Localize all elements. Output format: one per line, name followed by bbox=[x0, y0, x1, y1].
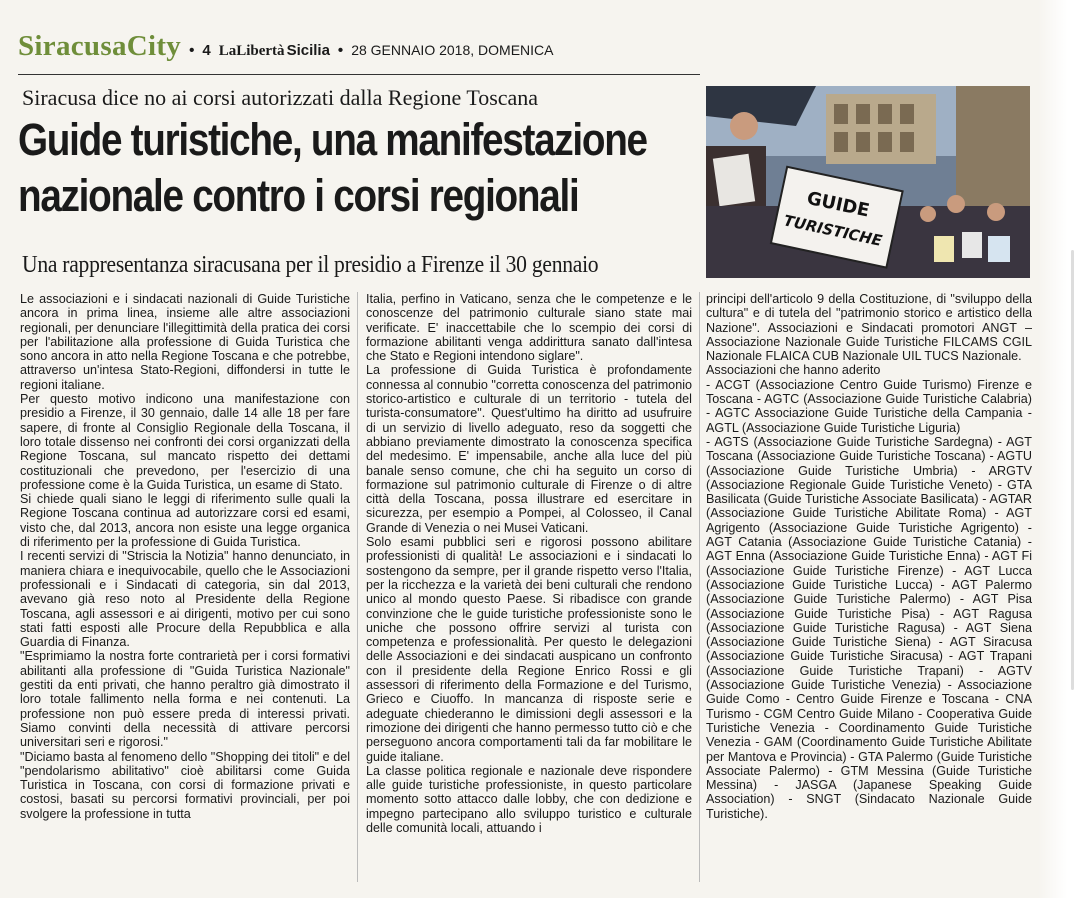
article-kicker: Siracusa dice no ai corsi autorizzati dalla Regione Toscana bbox=[22, 85, 539, 110]
article-headline bbox=[18, 112, 647, 224]
article-column-3 bbox=[706, 292, 1032, 821]
page-number: 4 bbox=[202, 42, 211, 59]
header-rule bbox=[18, 74, 700, 75]
header-separator-2: • bbox=[337, 42, 344, 59]
paragraph: La professione di Guida Turistica è profondamente connessa al connubio "corretta conoscenza del patrimonio storico-artistico e culturale di un territorio - tutela del turista-consumatore". Quest'ultimo ha diritto ad usufruire di un servizio di livello adeguato, reso da soggetti che abbiano previamente dimostrato la conoscenza specifica del medesimo. E' impensabile, anche alla luce del più banale senso comune, che chi ha seguito un corso di formazione sul patrimonio culturale di Firenze o di altre città della Toscana, possa illustrare ed esercitare in sicurezza, per esempio a Pompei, al Colosseo, il Canal Grande di Venezia o nei Musei Vaticani. bbox=[366, 363, 692, 535]
page-curl-line bbox=[1071, 250, 1074, 690]
article-column-2 bbox=[366, 292, 692, 835]
associations-list: - AGTS (Associazione Guide Turistiche Sardegna) - AGT Toscana (Associazione Guide Turistiche Toscana) - AGTU (Associazione Guide Turistiche Umbria) - ARGTV (Associazione Regionale Guide Turistiche Veneto) - GTA Basilicata (Guide Turistiche Associate Basilicata) - AGTAR (Associazione Guide Turistiche Abilitate Roma) - AGT Agrigento (Associazione Guide Turistiche Agrigento) - AGT Catania (Associazione Guide Turistiche Catania) - AGT Enna (Associazione Guide Turistiche Enna) - AGT Fi (Associazione Guide Turistiche Firenze) - AGT Lucca (Associazione Guide Turistiche Lucca) - AGT Palermo (Associazione Guide Turistiche Palermo) - AGT Pisa (Associazione Guide Turistiche Pisa) - AGT Ragusa (Associazione Guide Turistiche Ragusa) - AGT Siena (Associazione Guide Turistiche Siena) - AGT Siracusa (Associazione Guide Turistiche Siracusa) - AGT Trapani (Associazione Guide Turistiche Trapani) - AGTV (Associazione Guide Turistiche Venezia) - Associazione Guide Como - Centro Guide Firenze e Toscana - CNA Turismo - CGM Centro Guide Milano - Cooperativa Guide Turistiche Venezia - Coordinamento Guide Turistiche Venezia - GAM (Coordinamento Guide Turistiche Abilitate per Mantova e Provincia) - GTA Palermo (Guide Turistiche Associate Palermo) - GTM Messina (Guide Turistiche Messina) - JASGA (Japanese Speaking Guide Association) - SNGT (Sindacato Nazionale Guide Turistiche). bbox=[706, 434, 1032, 821]
column-divider-2 bbox=[699, 292, 700, 882]
paragraph: principi dell'articolo 9 della Costituzione, di "sviluppo della cultura" e di tutela del "patrimonio storico e artistico della Nazione". Associazioni e Sindacati promotori ANGT – Associazione Nazionale Guide Turistiche FILCAMS CGIL Nazionale FLAICA CUB Nazionale UIL TUCS Nazionale. bbox=[706, 292, 1032, 364]
paragraph: "Diciamo basta al fenomeno dello "Shopping dei titoli" e del "pendolarismo abilitativo" cioè abilitarsi come Guida Turistica in Toscana, con corsi di formazione privati e costosi, basati su percorsi formativi provinciali, per poi svolgere la professione in tutta bbox=[20, 749, 350, 821]
paragraph: Solo esami pubblici seri e rigorosi possono abilitare professionisti di qualità! Le associazioni e i sindacati lo sostengono da sempre, per il grande rispetto verso l'Italia, per la ricchezza e la varietà dei beni culturali che rendono unico al mondo questo Paese. Si ribadisce con grande convinzione che le guide turistiche professioniste sono le uniche che possono offrire servizi al turista con competenza e professionalità. Per questo le delegazioni delle Associazioni e dei sindacati auspicano un confronto con il presidente della Regione Enrico Rossi e gli assessori di riferimento della Formazione e del Turismo, Grieco e Ciuoffo. In mancanza di risposte serie e adeguate chiederanno le dimissioni degli assessori e la rimozione dei dirigenti che hanno permesso tutto ciò e che perseguono ancora comportamenti tali da far mobilitare le guide italiane. bbox=[366, 535, 692, 764]
paragraph: "Esprimiamo la nostra forte contrarietà per i corsi formativi abilitanti alla professione di "Guida Turistica Nazionale" gestiti da enti privati, che hanno peraltro già dimostrato il loro totale fallimento nella forma e nei contenuti. La professione non può essere preda di interessi privati. Siamo convinti della necessità di attivare percorsi universitari seri e rigorosi." bbox=[20, 649, 350, 750]
section-title: SiracusaCity bbox=[18, 30, 182, 62]
associations-list: - ACGT (Associazione Centro Guide Turismo) Firenze e Toscana - AGTC (Associazione Guide Turistiche Calabria) - AGTC Associazione Guide Turistiche della Campania - AGTL (Associazione Guide Turistiche Liguria) bbox=[706, 377, 1032, 435]
newspaper-logo: LaLibertà bbox=[218, 43, 285, 59]
paragraph: Le associazioni e i sindacati nazionali di Guide Turistiche ancora in prima linea, insieme alle altre associazioni regionali, per denunciare l'illegittimità della pratica dei corsi per l'abilitazione alla professione di Guida Turistica che sono ancora in atto nella Regione Toscana e che potrebbe, attraverso un'intesa Stato-Regioni, diffondersi in tutte le regioni italiane. bbox=[20, 292, 350, 392]
header-separator: • bbox=[189, 42, 195, 59]
paragraph: Si chiede quali siano le leggi di riferimento sulle quali la Regione Toscana continua ad autorizzare corsi ed esami, visto che, dal 2013, ancora non esiste una legge organica di riferimento per la professione di Guida Turistica. bbox=[20, 492, 350, 550]
paragraph: Per questo motivo indicono una manifestazione con presidio a Firenze, il 30 gennaio, dalle 14 alle 18 per fare sapere, di fronte al Consiglio Regionale della Toscana, il loro totale dissenso nei confronti dei corsi organizzati della Regione Toscana, sul mancato rispetto dei dettami costituzionali che prevedono, per l'esercizio di una professione come è la Guida Turistica, un esame di Stato. bbox=[20, 392, 350, 492]
page-header bbox=[18, 30, 553, 70]
paragraph: Italia, perfino in Vaticano, senza che le competenze e le conoscenze del patrimonio culturale siano state mai verificate. E' inaccettabile che lo scempio dei corsi di formazione abilitanti venga addirittura sanato dall'intesa che Stato e Regioni intendono siglare". bbox=[366, 292, 692, 364]
newspaper-logo-suffix: Sicilia bbox=[286, 42, 330, 59]
photo-sign-text-2: TURISTICHE bbox=[782, 211, 884, 250]
article-subhead: Una rappresentanza siracusana per il presidio a Firenze il 30 gennaio bbox=[22, 252, 599, 278]
paragraph: La classe politica regionale e nazionale deve rispondere alle guide turistiche professioniste, in questo particolare momento sotto attacco dalle lobby, che con dedizione e impegno partecipano allo sviluppo turistico e culturale delle comunità locali, attuando i bbox=[366, 763, 692, 835]
protest-photo bbox=[706, 86, 1030, 278]
protest-photo-graphic bbox=[706, 86, 1030, 278]
headline-line-1: Guide turistiche, una manifestazione bbox=[18, 114, 647, 165]
photo-sign-text-1: GUIDE bbox=[804, 187, 872, 222]
paragraph: I recenti servizi di "Striscia la Notizia" hanno denunciato, in maniera chiara e inequivocabile, quello che le Associazioni professionali e i Sindacati di categoria, sin dal 2013, avevano già reso noto al Presidente della Regione Toscana, agli assessori e ai dirigenti, motivo per cui sono stati fatti esposti alle Procure della Repubblica e alla Guardia di Finanza. bbox=[20, 549, 350, 650]
list-heading: Associazioni che hanno aderito bbox=[706, 363, 881, 378]
column-divider-1 bbox=[357, 292, 358, 882]
article-column-1 bbox=[20, 292, 350, 821]
issue-date: 28 GENNAIO 2018, DOMENICA bbox=[351, 42, 554, 58]
headline-line-2: nazionale contro i corsi regionali bbox=[18, 170, 579, 221]
